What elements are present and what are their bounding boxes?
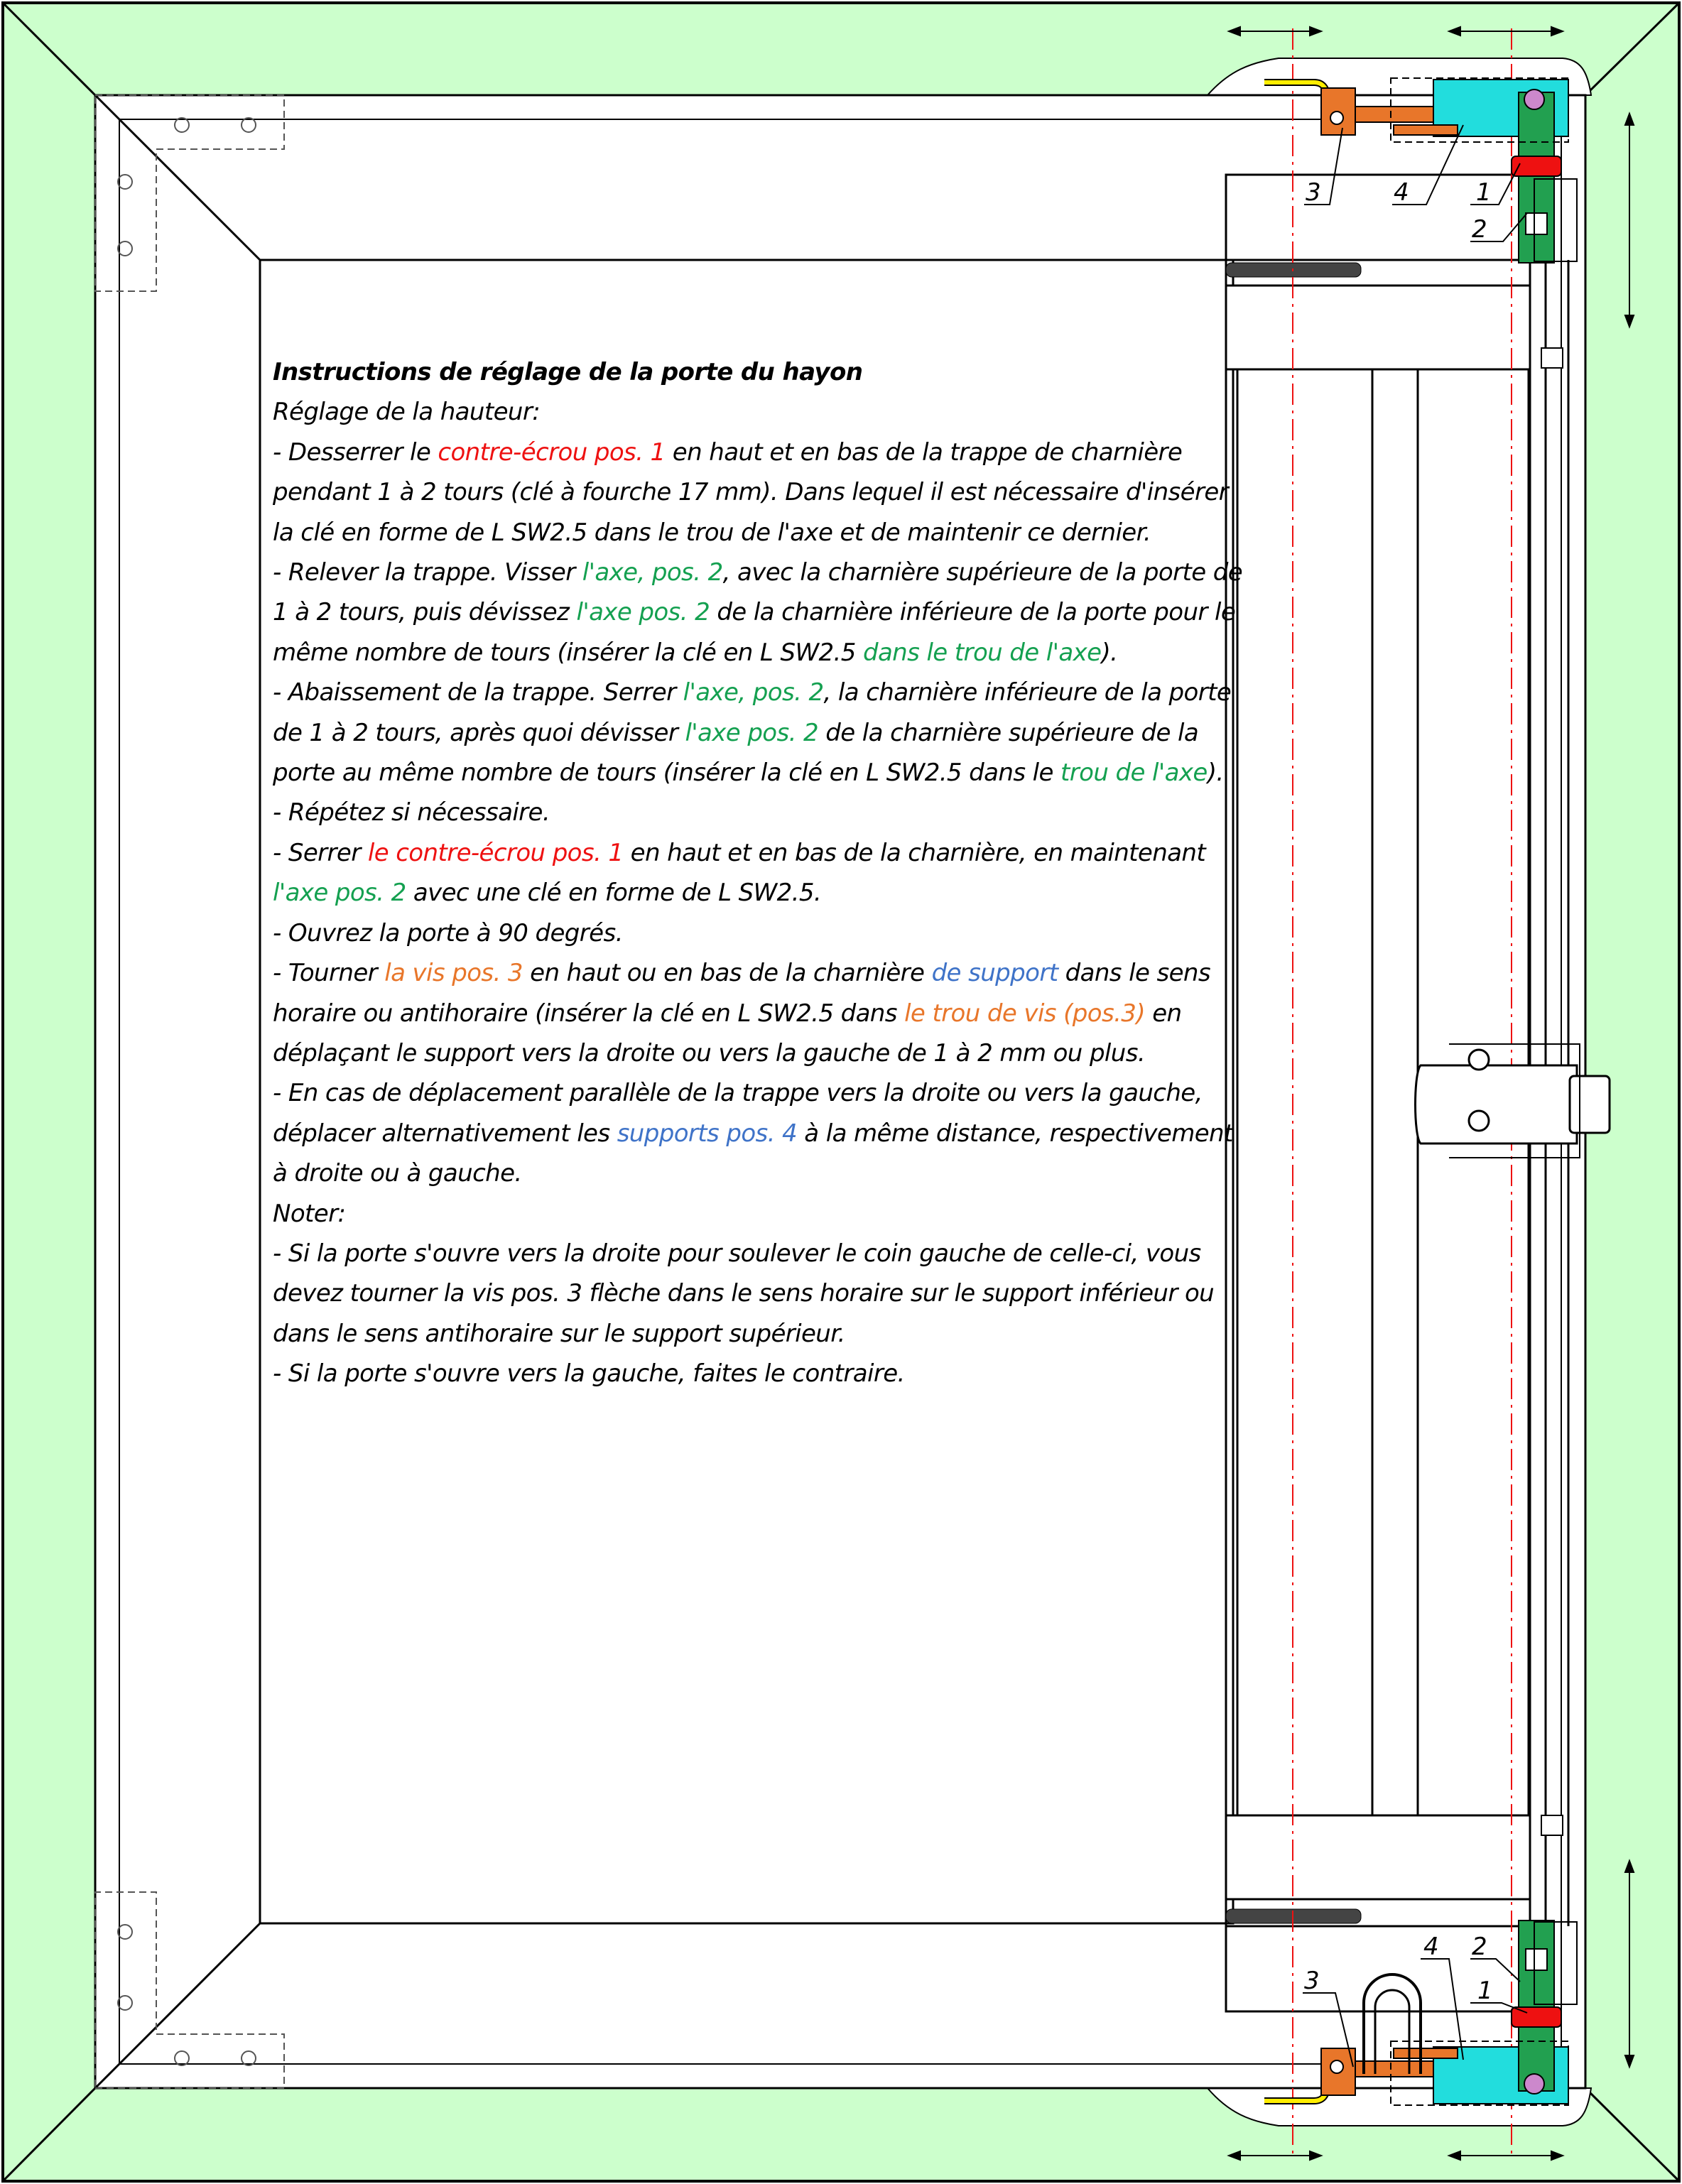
step-move-supports: - En cas de déplacement parallèle de la trappe vers la droite ou vers la gauche, déplacer alternativement les supports pos. 4 à la même distance, respectivement à droite ou à gauche. [273, 1079, 1233, 1188]
note-heading: Noter: [273, 1199, 346, 1228]
label-pos-1-top: 1 [1476, 178, 1492, 207]
label-pos-1-bottom: 1 [1477, 1977, 1493, 2005]
note-right-opening: - Si la porte s'ouvre vers la droite pour soulever le coin gauche de celle-ci, vous devez tourner la vis pos. 3 flèche dans le sens horaire sur le support inférieur ou dans le sens antihoraire sur le support supérieur. [273, 1239, 1215, 1348]
step-tighten-locknut: - Serrer le contre-écrou pos. 1 en haut et en bas de la charnière, en maintenant l'axe pos. 2 avec une clé en forme de L SW2.5. [273, 838, 1206, 908]
label-pos-4-top: 4 [1394, 178, 1409, 207]
step-lower-hatch: - Abaissement de la trappe. Serrer l'axe, pos. 2, la charnière inférieure de la porte de 1 à 2 tours, après quoi dévisser l'axe pos. 2 de la charnière supérieure de la porte au même nombre de tours (insérer la clé en L SW2.5 dans le trou de l'axe). [273, 678, 1232, 788]
note-left-opening: - Si la porte s'ouvre vers la gauche, faites le contraire. [273, 1359, 905, 1389]
section-height-heading: Réglage de la hauteur: [273, 398, 541, 427]
label-pos-2-top: 2 [1472, 215, 1487, 244]
step-loosen-locknut: - Desserrer le contre-écrou pos. 1 en haut et en bas de la trappe de charnière pendant 1 à 2 tours (clé à fourche 17 mm). Dans lequel il est nécessaire d'insérer la clé en forme de L SW2.5 dans le trou de l'axe et de maintenir ce dernier. [273, 438, 1229, 547]
corner-brackets [95, 95, 284, 2088]
label-pos-2-bottom: 2 [1472, 1933, 1487, 1961]
label-pos-3-top: 3 [1306, 178, 1321, 207]
label-pos-4-bottom: 4 [1423, 1933, 1439, 1961]
instructions-title: Instructions de réglage de la porte du hayon [273, 358, 863, 386]
step-turn-screw: - Tourner la vis pos. 3 en haut ou en bas de la charnière de support dans le sens horaire ou antihoraire (insérer la clé en L SW2.5 dans le trou de vis (pos.3) en déplaçant le support vers la droite ou vers la gauche de 1 à 2 mm ou plus. [273, 959, 1210, 1067]
door-latch [1416, 1044, 1610, 1158]
step-raise-hatch: - Relever la trappe. Visser l'axe, pos. 2, avec la charnière supérieure de la porte de 1 à 2 tours, puis dévissez l'axe pos. 2 de la charnière inférieure de la porte pour le même nombre de tours (insérer la clé en L SW2.5 dans le trou de l'axe). [273, 558, 1243, 667]
label-pos-3-bottom: 3 [1304, 1967, 1320, 1995]
step-open-door: - Ouvrez la porte à 90 degrés. [273, 918, 623, 947]
adjustment-instructions [273, 352, 1243, 1394]
step-repeat: - Répétez si nécessaire. [273, 798, 550, 827]
